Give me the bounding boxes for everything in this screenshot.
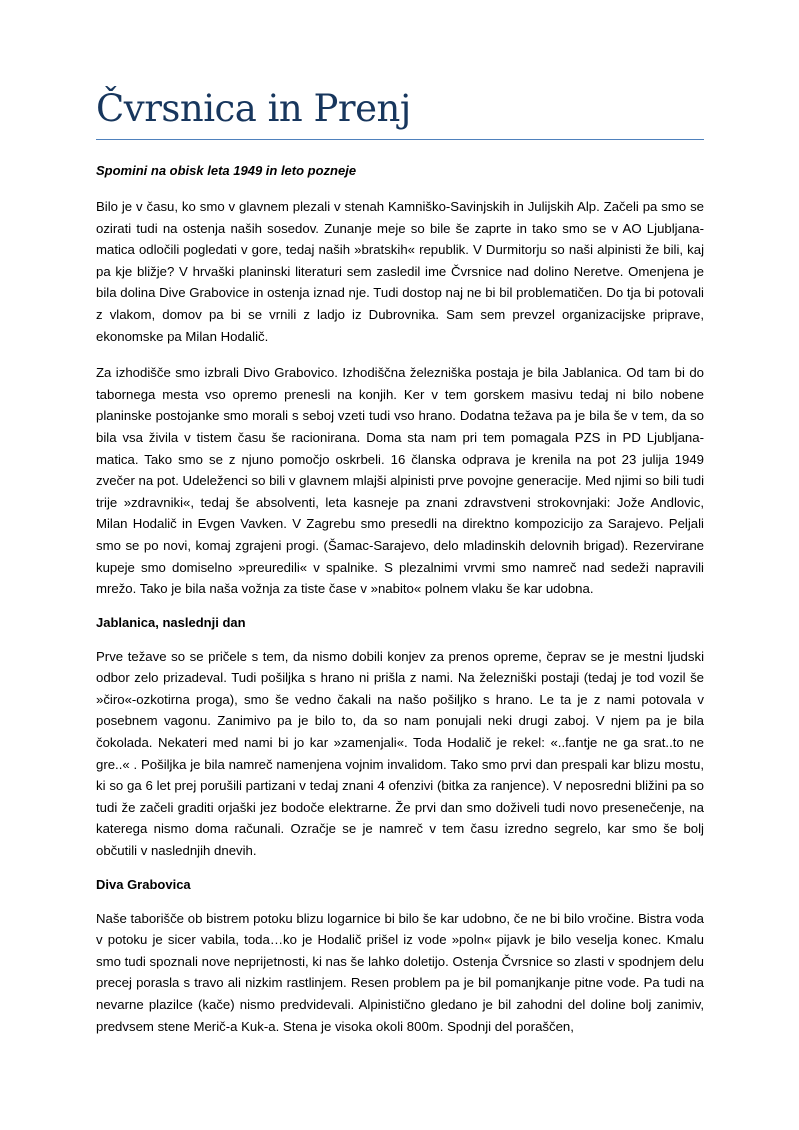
document-subtitle: Spomini na obisk leta 1949 in leto pozneje — [96, 163, 357, 178]
title-underline-rule — [96, 139, 704, 140]
section-heading-diva-grabovica: Diva Grabovica — [96, 876, 191, 892]
body-paragraph: Naše taborišče ob bistrem potoku blizu logarnice bi bilo še kar udobno, če ne bi bilo vročine. Bistra voda v potoku je sicer vabila, toda…ko je Hodalič prišel iz vode »poln« pijavk je bilo veselja konec. Kmalu smo tudi spoznali nove neprijetnosti, ki nas še lahko doletijo. Ostenja Čvrsnice so zlasti v spodnjem delu precej porasla s travo ali nizkim rastlinjem. Resen problem pa je bil pomanjkanje pitne vode. Pa tudi na nevarne plazilce (kače) nismo predvidevali. Alpinistično gledano je bil zahodni del doline bolj zanimiv, predvsem stene Merič-a Kuk-a. Stena je visoka okoli 800m. Spodnji del poraščen, — [96, 910, 704, 1034]
body-paragraph: Za izhodišče smo izbrali Divo Grabovico. Izhodiščna železniška postaja je bila Jablanica. Od tam bi do tabornega mesta vso opremo prenesli na konjih. Ker v tem gorskem masivu tedaj ni bilo nobene planinske postojanke smo morali s seboj vzeti tudi vso hrano. Dodatna težava pa je bila še v tem, da so bila vsa živila v tistem času še racionirana. Doma sta nam pri tem pomagala PZS in PD Ljubljana-matica. Tako smo se z njuno pomočjo oskrbeli. 16 članska odprava je krenila na pot 23 julija 1949 zvečer na pot. Udeleženci so bili v glavnem mlajši alpinisti prve povojne generacije. Med njimi so bili tudi trije »zdravniki«, tedaj še absolventi, leta kasneje pa znani zdravstveni strokovnjaki: Jože Andlovic, Milan Hodalič in Evgen Vavken. V Zagrebu smo presedli na direktno kompozicijo za Sarajevo. Peljali smo se po novi, komaj zgrajeni progi. (Šamac-Sarajevo, delo mladinskih delovnih brigad). Rezervirane kupeje smo domiselno »preuredili« v spalnike. S plezalnimi vrvmi smo namreč nad sedeži napravili mrežo. Tako je bila naša vožnja za tiste čase v »nabito« polnem vlaku še kar udobna. — [96, 365, 704, 597]
document-title: Čvrsnica in Prenj — [96, 87, 411, 130]
body-paragraph: Bilo je v času, ko smo v glavnem plezali v stenah Kamniško-Savinjskih in Julijskih Alp. Začeli pa smo se ozirati tudi na ostenja naših sosedov. Zunanje meje so bile še zaprte in tako smo se v AO Ljubljana-matica odločili pogledati v gore, tedaj naših »bratskih« republik. V Durmitorju so naši alpinisti že bili, kaj pa kje bližje? V hrvaški planinski literaturi sem zasledil ime Čvrsnice nad dolino Neretve. Omenjena je bila dolina Dive Grabovice in ostenja iznad nje. Tudi dostop naj ne bi bil problematičen. Do tja bi potovali z vlakom, domov pa bi se vrnili z ladjo iz Dubrovnika. Sam sem prevzel organizacijske priprave, ekonomske pa Milan Hodalič. — [96, 199, 704, 344]
section-heading-jablanica: Jablanica, naslednji dan — [96, 614, 246, 630]
document-page — [96, 86, 704, 1037]
body-paragraph: Prve težave so se pričele s tem, da nismo dobili konjev za prenos opreme, čeprav se je mestni ljudski odbor zelo prizadeval. Tudi pošiljka s hrano ni prišla z nami. Na železniški postaji (tedaj je tod vozil še »čiro«-ozkotirna proga), smo še vedno čakali na našo pošiljko s hrano. Le ta je z nami potovala v posebnem vagonu. Zanimivo pa je bilo to, da so nam ponujali neki drugi zaboj. V njem pa je bila čokolada. Nekateri med nami bi jo kar »zamenjali«. Toda Hodalič je rekel: «..fantje ne ga srat..to ne gre..« . Pošiljka je bila namreč namenjena vojnim invalidom. Tako smo prvi dan prespali kar blizu mostu, ki so ga 6 let prej porušili partizani v tedaj znani 4 ofenzivi (bitka za ranjence). V neposredni bližini pa so tudi že začeli graditi orjaški jez bodoče elektrarne. Že prvi dan smo doživeli tudi novo presenečenje, na katerega nismo doma računali. Ozračje se je namreč v tem času izredno segrelo, kar smo še bolj občutili v naslednjih dnevih. — [96, 648, 704, 859]
